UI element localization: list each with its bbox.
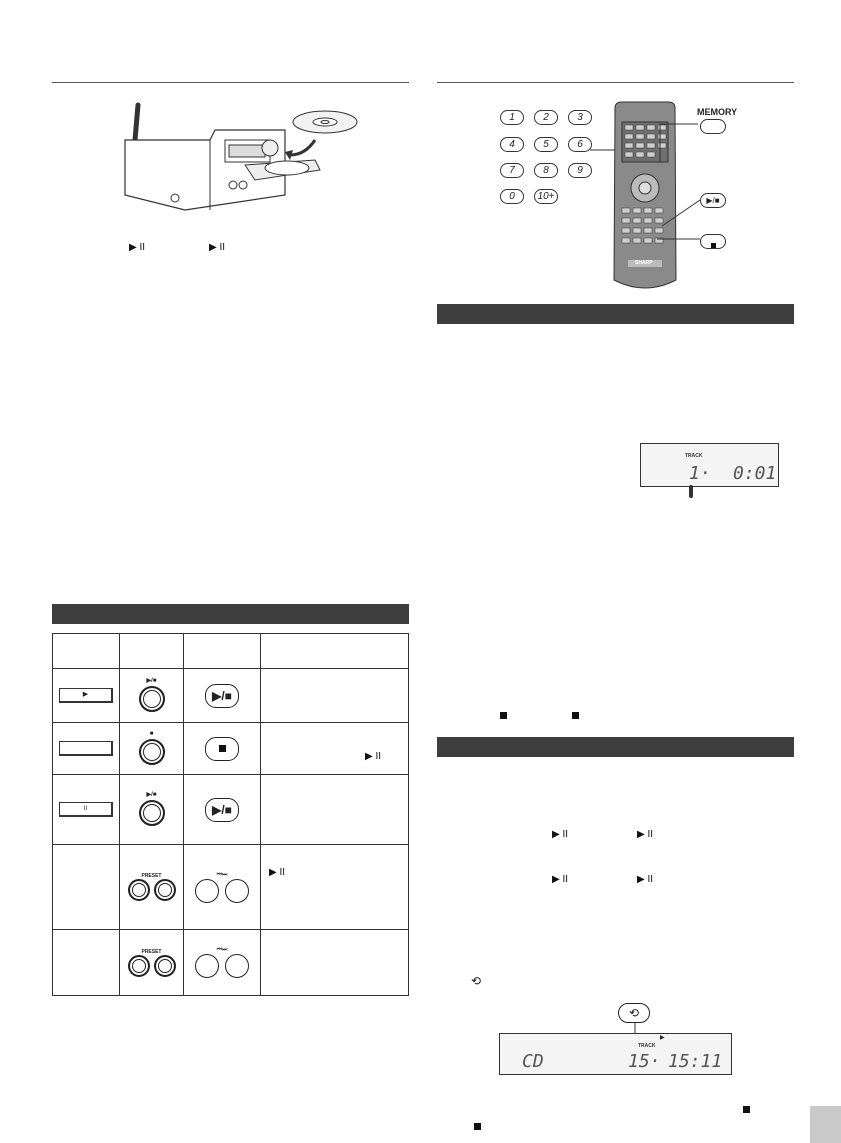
- repeat-display: [499, 1033, 732, 1075]
- unit-preset-label: PRESET: [141, 948, 162, 955]
- repeat-button[interactable]: [618, 1003, 650, 1023]
- right-header-rule: [437, 82, 794, 83]
- display-play-indicator: ▶: [660, 1035, 665, 1041]
- display-pointer: [686, 485, 696, 499]
- remote-key-5[interactable]: 5: [534, 137, 558, 152]
- unit-stop-knob[interactable]: [139, 739, 165, 765]
- repeat-icon: ⟲: [471, 974, 482, 988]
- display-time: 0:01: [733, 463, 777, 484]
- stop-icon: [474, 1123, 481, 1130]
- unit-stop-label: ■: [149, 730, 154, 737]
- display-track-label: TRACK: [685, 453, 703, 459]
- unit-skip-back-knob[interactable]: [128, 955, 150, 977]
- section-bar-operations: [52, 604, 409, 624]
- left-header-rule: [52, 82, 409, 83]
- play-pause-symbol: ▶ II: [129, 242, 146, 253]
- play-pause-symbol: ▶ II: [637, 829, 654, 840]
- display-source: CD: [522, 1051, 544, 1072]
- unit-play-pause-label: ▶/■: [146, 678, 157, 684]
- remote-skip-label: ⏮⏭: [216, 871, 228, 878]
- remote-play-stop-button[interactable]: ▶/■: [205, 684, 239, 708]
- display-track-label: TRACK: [638, 1043, 656, 1049]
- memory-leader-line: [650, 120, 700, 165]
- remote-key-3[interactable]: 3: [568, 110, 592, 125]
- memory-button[interactable]: [700, 119, 726, 134]
- operations-table: [52, 633, 409, 996]
- memory-label: MEMORY: [697, 107, 738, 117]
- unit-skip-forward-knob[interactable]: [154, 879, 176, 901]
- cd-unit-illustration: [115, 100, 365, 220]
- remote-stop-button[interactable]: [205, 737, 239, 761]
- stop-icon: [743, 1106, 750, 1113]
- section-bar-repeat: [437, 737, 794, 757]
- page-tab: [810, 1106, 841, 1143]
- unit-preset-label: PRESET: [141, 873, 162, 879]
- play-stop-label: ▶/■: [706, 196, 720, 205]
- remote-key-9[interactable]: 9: [568, 163, 592, 178]
- unit-skip-back-knob[interactable]: [128, 879, 150, 901]
- remote-skip-forward-button[interactable]: [225, 879, 249, 903]
- remote-key-2[interactable]: 2: [534, 110, 558, 125]
- remote-skip-back-button[interactable]: [195, 879, 219, 903]
- play-pause-symbol: ▶ II: [552, 829, 569, 840]
- remote-brand-label: SHARP: [635, 260, 653, 266]
- remote-play-stop-button[interactable]: ▶/■: [205, 798, 239, 822]
- display-time: 15:11: [668, 1051, 723, 1072]
- display-track-number: 1·: [689, 463, 711, 484]
- stop-icon: [500, 712, 507, 719]
- unit-play-pause-knob[interactable]: [139, 800, 165, 826]
- unit-skip-forward-knob[interactable]: [154, 955, 176, 977]
- play-pause-symbol: ▶ II: [552, 874, 569, 885]
- memory-display: [640, 443, 779, 487]
- display-track-number: 15·: [628, 1051, 661, 1072]
- stop-icon: [572, 712, 579, 719]
- stop-button[interactable]: [700, 234, 726, 249]
- play-pause-symbol: ▶ II: [269, 867, 286, 878]
- pause-indicator: II: [59, 802, 113, 817]
- play-stop-leader-line: [660, 198, 702, 228]
- remote-key-1[interactable]: 1: [500, 110, 524, 125]
- unit-play-pause-knob[interactable]: [139, 686, 165, 712]
- section-bar-memory: [437, 304, 794, 324]
- unit-play-pause-label: ▶/■: [146, 792, 157, 798]
- remote-skip-label: ⏮⏭: [216, 947, 228, 953]
- play-pause-symbol: ▶ II: [365, 751, 382, 762]
- remote-key-0[interactable]: 0: [500, 189, 524, 204]
- repeat-icon: ⟲: [628, 1006, 640, 1020]
- remote-key-7[interactable]: 7: [500, 163, 524, 178]
- play-stop-button[interactable]: [700, 193, 726, 208]
- remote-skip-back-button[interactable]: [195, 954, 219, 978]
- play-pause-symbol: ▶ II: [637, 874, 654, 885]
- remote-skip-forward-button[interactable]: [225, 954, 249, 978]
- stop-icon: [711, 243, 716, 248]
- stop-leader-line: [655, 236, 702, 242]
- remote-key-6[interactable]: 6: [568, 137, 592, 152]
- remote-key-4[interactable]: 4: [500, 137, 524, 152]
- play-indicator: ▶: [59, 688, 113, 703]
- play-pause-symbol: ▶ II: [209, 242, 226, 253]
- stop-icon: [219, 745, 226, 752]
- stop-indicator: [59, 741, 113, 756]
- remote-key-8[interactable]: 8: [534, 163, 558, 178]
- remote-key-10plus[interactable]: 10+: [534, 189, 558, 204]
